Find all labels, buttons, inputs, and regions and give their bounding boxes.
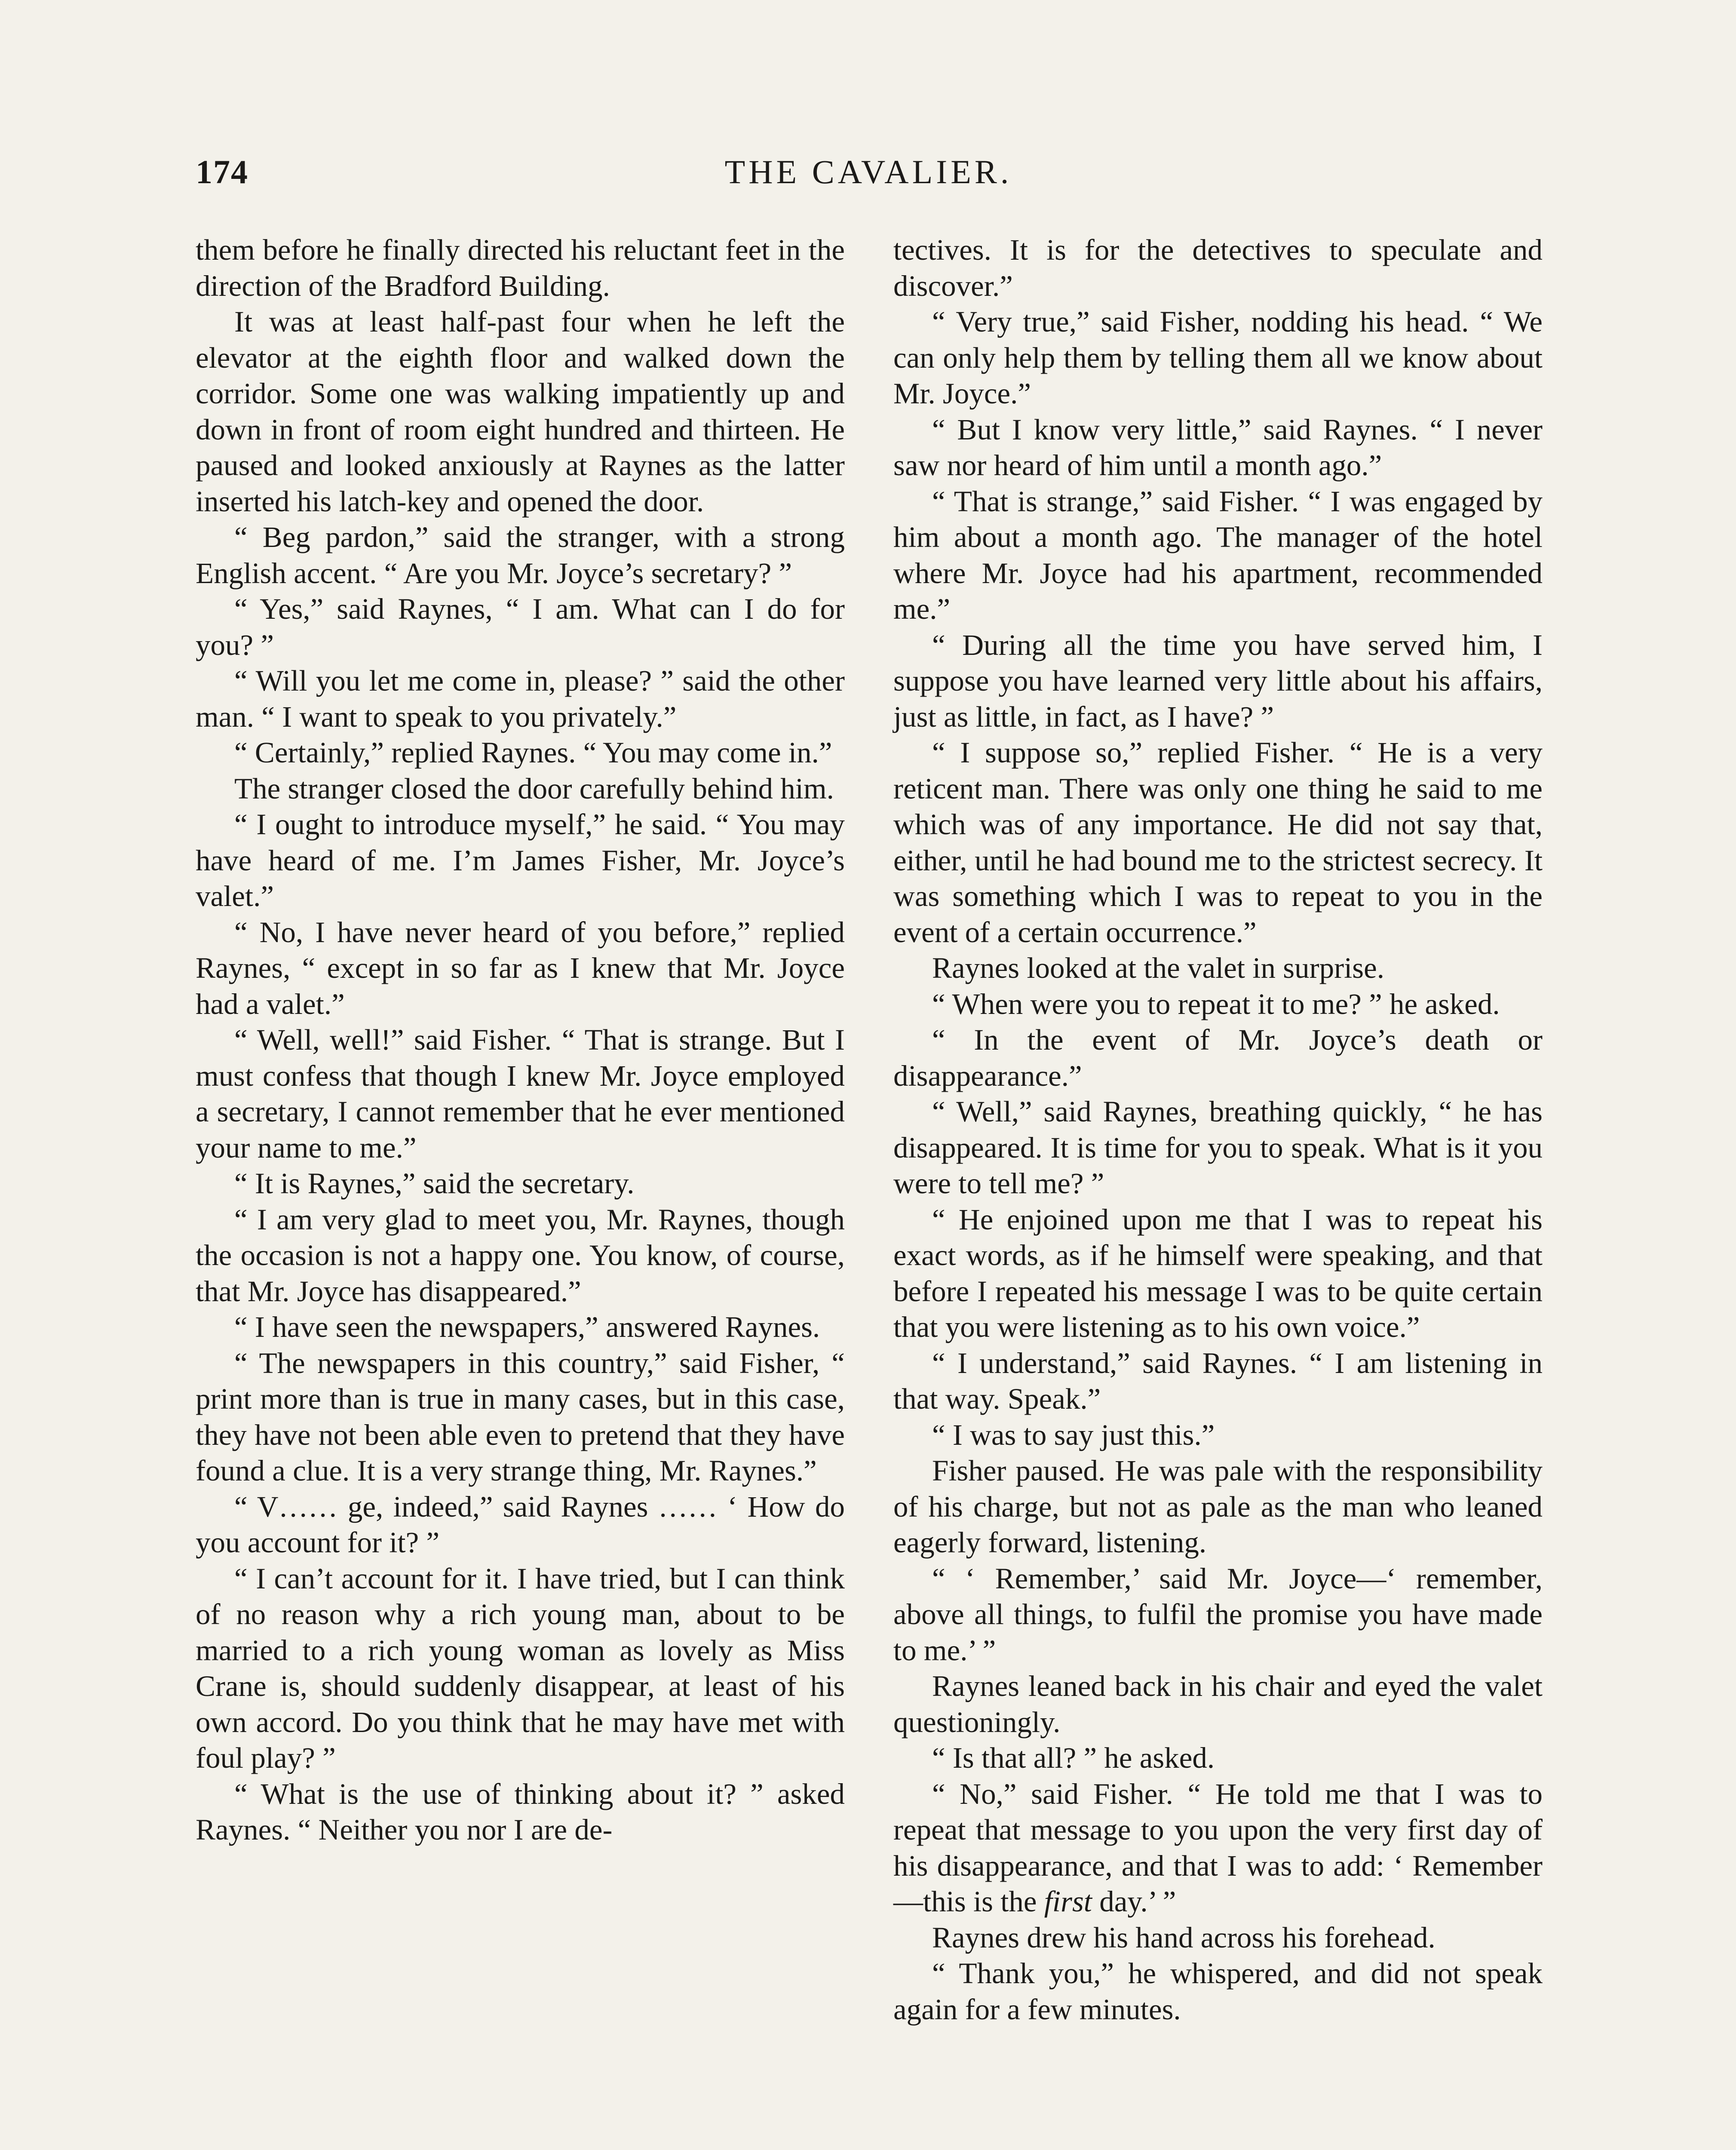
paragraph: “ Beg pardon,” said the stranger, with a strong English accent. “ Are you Mr. Joyce’s secretary? ”	[196, 521, 845, 590]
paragraph: “ I suppose so,” replied Fisher. “ He is a very reticent man. There was only one thing he said to me which was of any importance. He did not say that, either, until he had bound me to the strictest secrecy. It was something which I was to repeat to you in the event of a certain occurrence.”	[893, 736, 1543, 949]
paragraph: them before he finally directed his reluctant feet in the direction of the Bradford Building.	[196, 233, 845, 302]
paragraph: tectives. It is for the detectives to speculate and discover.”	[893, 233, 1543, 302]
paragraph: “ But I know very little,” said Raynes. “ I never saw nor heard of him until a month ago.”	[893, 413, 1543, 482]
paragraph: “ That is strange,” said Fisher. “ I was engaged by him about a month ago. The manager of the hotel where Mr. Joyce had his apartment, recommended me.”	[893, 485, 1543, 625]
text-column-right	[893, 232, 1543, 2027]
paragraph: “ Is that all? ” he asked.	[932, 1742, 1215, 1774]
paragraph: “ In the event of Mr. Joyce’s death or disappearance.”	[893, 1023, 1543, 1092]
paragraph: Raynes drew his hand across his forehead.	[932, 1921, 1435, 1954]
paragraph: “ Very true,” said Fisher, nodding his head. “ We can only help them by telling them all we know about Mr. Joyce.”	[893, 305, 1543, 410]
page-number: 174	[196, 153, 248, 190]
paragraph: Raynes looked at the valet in surprise.	[932, 952, 1384, 984]
paragraph: “ When were you to repeat it to me? ” he asked.	[932, 987, 1500, 1020]
paragraph: “ It is Raynes,” said the secretary.	[234, 1167, 635, 1200]
paragraph: “ Certainly,” replied Raynes. “ You may come in.”	[234, 736, 832, 769]
paragraph	[893, 1776, 1543, 1920]
paragraph: “ What is the use of thinking about it? ” asked Raynes. “ Neither you nor I are de-	[196, 1777, 845, 1846]
page-header	[196, 153, 1541, 204]
paragraph: Fisher paused. He was pale with the responsibility of his charge, but not as pale as the man who leaned eagerly forward, listening.	[893, 1454, 1543, 1559]
paragraph: “ I can’t account for it. I have tried, but I can think of no reason why a rich young man, about to be married to a rich young woman as lovely as Miss Crane is, should suddenly disappear, at least of his own accord. Do you think that he may have met with foul play? ”	[196, 1562, 845, 1774]
paragraph: The stranger closed the door carefully behind him.	[234, 772, 834, 805]
paragraph: It was at least half-past four when he left the elevator at the eighth floor and walked down the corridor. Some one was walking impatiently up and down in front of room eight hundred and thirteen. He paused and looked anxiously at Raynes as the latter inserted his latch-key and opened the door.	[196, 305, 845, 518]
paragraph-text: day.’ ”	[1092, 1885, 1176, 1918]
text-column-left	[196, 232, 845, 1848]
paragraph: “ I ought to introduce myself,” he said. “ You may have heard of me. I’m James Fisher, Mr. Joyce’s valet.”	[196, 808, 845, 912]
paragraph: “ I understand,” said Raynes. “ I am listening in that way. Speak.”	[893, 1346, 1543, 1415]
paragraph: “ Well,” said Raynes, breathing quickly, “ he has disappeared. It is time for you to speak. What is it you were to tell me? ”	[893, 1095, 1543, 1200]
emphasis-first: first	[1044, 1885, 1092, 1918]
running-title: THE CAVALIER.	[724, 153, 1012, 190]
paragraph: “ Thank you,” he whispered, and did not speak again for a few minutes.	[893, 1957, 1543, 2026]
paragraph: “ Yes,” said Raynes, “ I am. What can I do for you? ”	[196, 593, 845, 661]
paragraph: “ I am very glad to meet you, Mr. Raynes, though the occasion is not a happy one. You know, of course, that Mr. Joyce has disappeared.”	[196, 1203, 845, 1308]
paragraph: “ No, I have never heard of you before,” replied Raynes, “ except in so far as I knew that Mr. Joyce had a valet.”	[196, 915, 845, 1020]
paragraph: “ Well, well!” said Fisher. “ That is strange. But I must confess that though I knew Mr. Joyce employed a secretary, I cannot remember that he ever mentioned your name to me.”	[196, 1023, 845, 1164]
paragraph: “ ‘ Remember,’ said Mr. Joyce—‘ remember, above all things, to fulfil the promise you have made to me.’ ”	[893, 1562, 1543, 1667]
paragraph: “ During all the time you have served him, I suppose you have learned very little about his affairs, just as little, in fact, as I have? ”	[893, 628, 1543, 733]
paragraph: “ V…… ge, indeed,” said Raynes …… ‘ How do you account for it? ”	[196, 1490, 845, 1559]
paragraph: “ I was to say just this.”	[932, 1418, 1215, 1451]
paragraph: “ The newspapers in this country,” said Fisher, “ print more than is true in many cases, but in this case, they have not been able even to pretend that they have found a clue. It is a very strange thing, Mr. Raynes.”	[196, 1346, 845, 1487]
paragraph-text: “ No,” said Fisher. “ He told me that I was to repeat that message to you upon the very first day of his disappearance, and that I was to add: ‘ Remember—this is the	[893, 1777, 1543, 1918]
paragraph: “ I have seen the newspapers,” answered Raynes.	[234, 1311, 820, 1343]
paragraph: Raynes leaned back in his chair and eyed the valet questioningly.	[893, 1670, 1543, 1738]
paragraph: “ Will you let me come in, please? ” said the other man. “ I want to speak to you privately.”	[196, 664, 845, 733]
paragraph: “ He enjoined upon me that I was to repeat his exact words, as if he himself were speaking, and that before I repeated his message I was to be quite certain that you were listening as to his own voice.”	[893, 1203, 1543, 1343]
